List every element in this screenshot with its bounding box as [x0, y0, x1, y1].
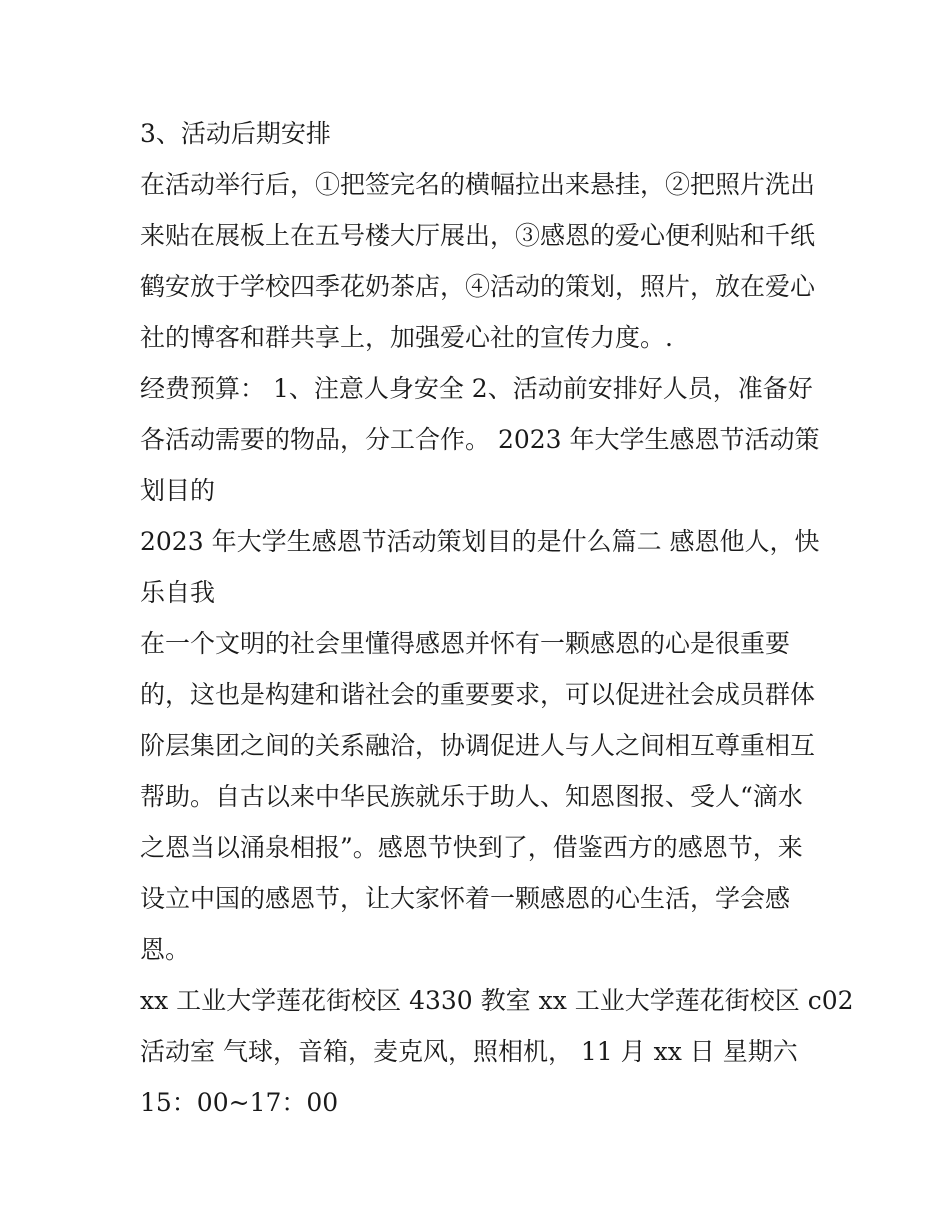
paragraph-budget [140, 363, 820, 516]
paragraph-post-activity-heading [140, 108, 820, 159]
text-line: 设立中国的感恩节，让大家怀着一颗感恩的心生活，学会感 [140, 884, 791, 913]
paragraph-post-activity-details [140, 159, 820, 363]
text-line: 乐自我 [140, 578, 216, 607]
text-line: 在活动举行后，①把签完名的横幅拉出来悬挂，②把照片洗出 [140, 170, 816, 199]
text-line: 活动室 气球，音箱，麦克风，照相机， 11 月 xx 日 星期六 [140, 1037, 798, 1066]
text-line: xx 工业大学莲花街校区 4330 教室 xx 工业大学莲花街校区 c02 [140, 986, 854, 1015]
text-line: 15：00~17：00 [140, 1088, 339, 1117]
text-line: 经费预算： 1、注意人身安全 2、活动前安排好人员，准备好 [140, 374, 813, 403]
text-line: 帮助。自古以来中华民族就乐于助人、知恩图报、受人“滴水 [140, 782, 803, 811]
text-line: 在一个文明的社会里懂得感恩并怀有一颗感恩的心是很重要 [140, 629, 791, 658]
text-line: 之恩当以涌泉相报”。感恩节快到了，借鉴西方的感恩节，来 [140, 833, 803, 862]
text-line: 各活动需要的物品，分工合作。 2023 年大学生感恩节活动策 [140, 425, 820, 454]
paragraph-background [140, 618, 820, 975]
document-body [140, 108, 854, 1128]
text-line: 阶层集团之间的关系融洽，协调促进人与人之间相互尊重相互 [140, 731, 816, 760]
text-line: 鹤安放于学校四季花奶茶店，④活动的策划，照片，放在爱心 [140, 272, 816, 301]
text-line: 2023 年大学生感恩节活动策划目的是什么篇二 感恩他人，快 [140, 527, 820, 556]
text-line: 划目的 [140, 476, 216, 505]
paragraph-article-title [140, 516, 820, 618]
text-line: 来贴在展板上在五号楼大厅展出，③感恩的爱心便利贴和千纸 [140, 221, 816, 250]
paragraph-venue-time [140, 975, 854, 1128]
text-line: 3、活动后期安排 [140, 119, 331, 148]
text-line: 社的博客和群共享上，加强爱心社的宣传力度。. [140, 323, 673, 352]
text-line: 恩。 [140, 935, 191, 964]
text-line: 的，这也是构建和谐社会的重要要求，可以促进社会成员群体 [140, 680, 816, 709]
